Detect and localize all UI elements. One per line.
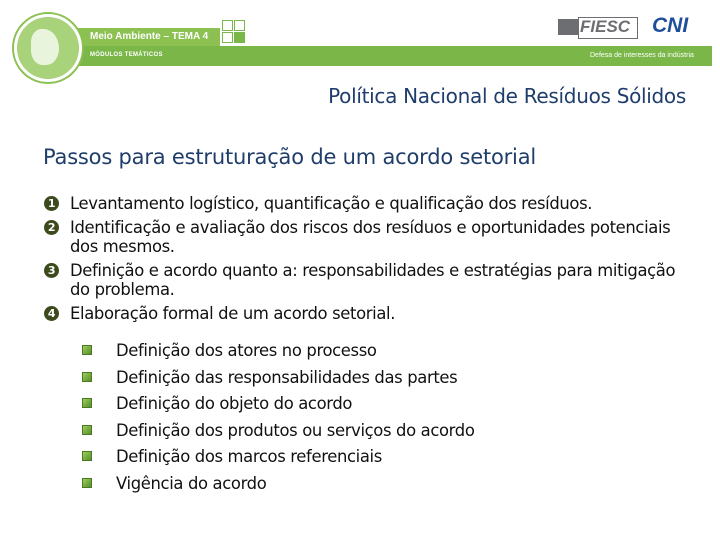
module-title: Meio Ambiente – TEMA 4: [90, 31, 209, 42]
step-text: Levantamento logístico, quantificação e qualificação dos resíduos.: [70, 194, 593, 213]
step-item: [44, 304, 684, 323]
header: [0, 0, 720, 80]
number-4-icon: 4: [44, 306, 59, 321]
square-bullet-icon: [82, 345, 92, 355]
substep-text: Definição dos marcos referenciais: [116, 447, 382, 467]
step-text: Identificação e avaliação dos riscos dos resíduos e oportunidades potenciais dos mesmos.: [70, 218, 671, 256]
substep-text: Definição das responsabilidades das partes: [116, 367, 458, 387]
fiesc-logo: [558, 17, 640, 39]
step-item: [44, 218, 684, 256]
slide-title: Política Nacional de Resíduos Sólidos: [328, 84, 686, 108]
square-bullet-icon: [82, 425, 92, 435]
substeps-list: [82, 341, 475, 501]
number-2-icon: 2: [44, 220, 59, 235]
substep-text: Vigência do acordo: [116, 473, 267, 493]
substep-item: [82, 421, 475, 448]
number-1-icon: 1: [44, 196, 59, 211]
substep-text: Definição dos produtos ou serviços do acordo: [116, 420, 475, 440]
substep-text: Definição do objeto do acordo: [116, 394, 353, 414]
step-item: [44, 261, 684, 299]
step-item: [44, 194, 684, 213]
square-bullet-icon: [82, 451, 92, 461]
square-bullet-icon: [82, 398, 92, 408]
cni-logo-text: CNI: [652, 14, 689, 37]
fiesc-mark-icon: [558, 19, 578, 35]
number-3-icon: 3: [44, 263, 59, 278]
step-text: Elaboração formal de um acordo setorial.: [70, 304, 396, 323]
steps-list: [44, 194, 684, 328]
fiesc-logo-text: FIESC: [580, 17, 631, 36]
square-bullet-icon: [82, 372, 92, 382]
slide-subtitle: Passos para estruturação de um acordo setorial: [43, 145, 536, 169]
substep-item: [82, 394, 475, 421]
substep-item: [82, 341, 475, 368]
tagline: Defesa de interesses da indústria: [590, 52, 694, 59]
substep-item: [82, 474, 475, 501]
substep-text: Definição dos atores no processo: [116, 341, 377, 360]
substep-item: [82, 447, 475, 474]
module-subtitle: MÓDULOS TEMÁTICOS: [90, 52, 163, 58]
step-text: Definição e acordo quanto a: responsabilidades e estratégias para mitigação do problema.: [70, 261, 676, 299]
square-bullet-icon: [82, 478, 92, 488]
globe-logo-icon: [14, 14, 82, 82]
substep-item: [82, 368, 475, 395]
